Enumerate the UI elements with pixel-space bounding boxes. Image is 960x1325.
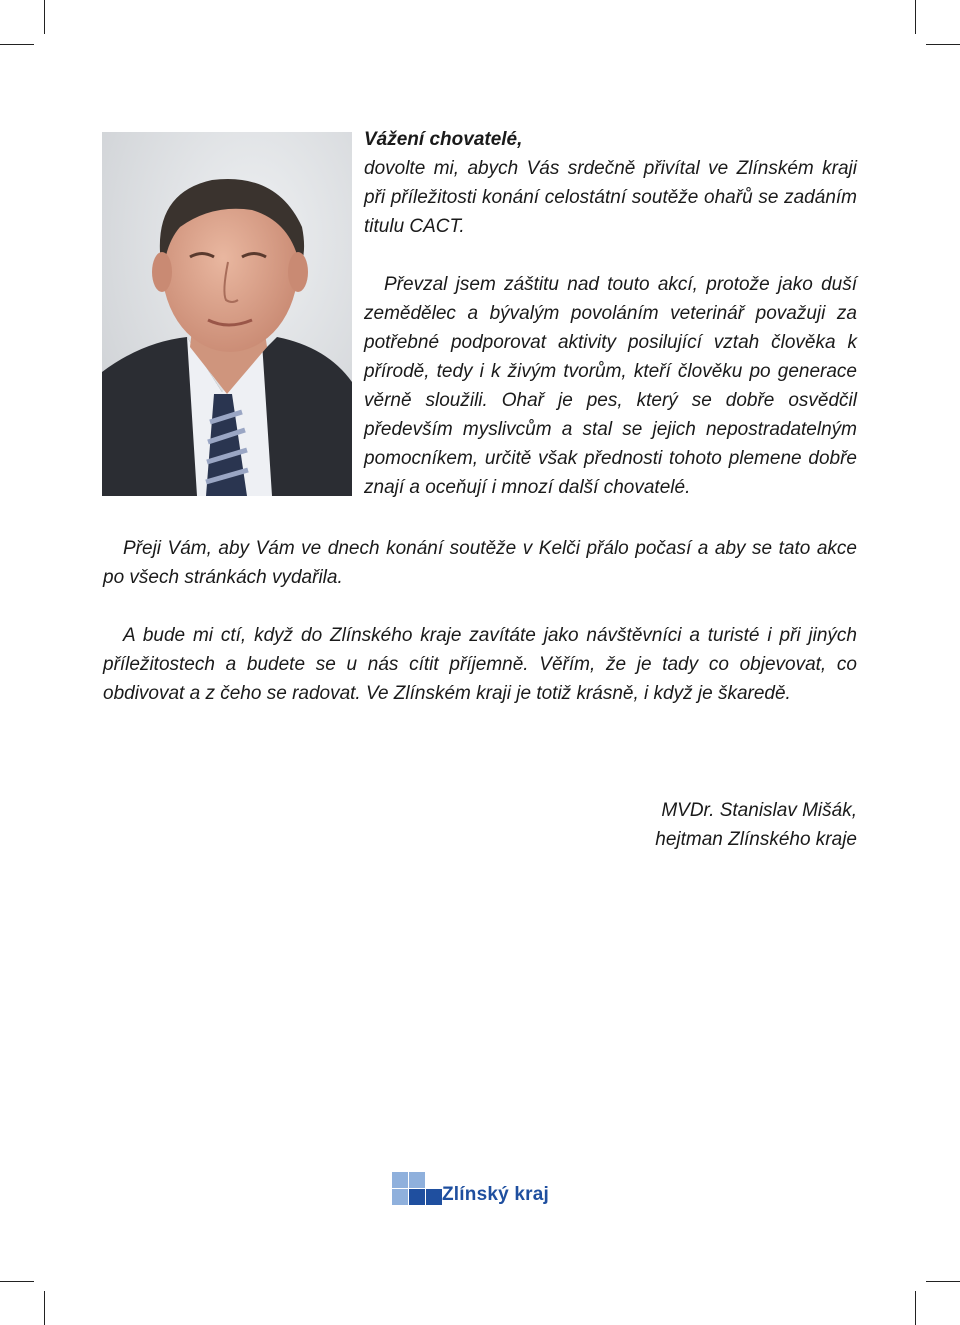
crop-mark — [0, 1281, 34, 1282]
greeting: Vážení chovatelé, — [364, 129, 523, 150]
paragraph-wishes: Přeji Vám, aby Vám ve dnech konání soutěže v Kelči přálo počasí a aby se tato akce po všech stránkách vydařila. — [103, 538, 857, 588]
crop-mark — [926, 1281, 960, 1282]
signature-role: hejtman Zlínského kraje — [655, 829, 857, 850]
crop-mark — [44, 0, 45, 34]
signature — [655, 796, 857, 854]
logo-square-icon — [426, 1189, 442, 1205]
crop-mark — [44, 1291, 45, 1325]
signature-name: MVDr. Stanislav Mišák, — [661, 800, 857, 821]
logo-text: Zlínský kraj — [442, 1184, 549, 1205]
paragraph-welcome: dovolte mi, abych Vás srdečně přivítal ve Zlínském kraji při příležitosti konání celostátní soutěže ohařů se zadáním titulu CACT. — [364, 158, 857, 237]
logo-square-icon — [409, 1189, 425, 1205]
logo-square-icon — [392, 1172, 408, 1188]
zlinsky-kraj-logo — [392, 1172, 562, 1212]
paragraph-wishes-block — [103, 534, 857, 592]
portrait-photo — [102, 132, 352, 496]
crop-mark — [915, 0, 916, 34]
crop-mark — [915, 1291, 916, 1325]
paragraph-invitation-block — [103, 621, 857, 708]
letter-intro — [364, 125, 857, 502]
paragraph-patronage: Převzal jsem záštitu nad touto akcí, protože jako duší zemědělec a bývalým povoláním veterinář považuji za potřebné podporovat aktivity posilující vztah člověka k přírodě, tedy i k živým tvorům, kteří člověku po generace věrně sloužili. Ohař je pes, který se dobře osvědčil především myslivcům a stal se jejich nepostradatelným pomocníkem, určitě však přednosti tohoto plemene dobře znají a oceňují i mnozí další chovatelé. — [364, 274, 857, 498]
crop-mark — [926, 44, 960, 45]
logo-square-icon — [392, 1189, 408, 1205]
logo-square-icon — [409, 1172, 425, 1188]
paragraph-invitation: A bude mi ctí, když do Zlínského kraje zavítáte jako návštěvníci a turisté i při jiných příležitostech a budete se u nás cítit příjemně. Věřím, že je tady co objevovat, co obdivovat a z čeho se radovat. Ve Zlínském kraji je totiž krásně, i když je škaredě. — [103, 625, 857, 704]
crop-mark — [0, 44, 34, 45]
